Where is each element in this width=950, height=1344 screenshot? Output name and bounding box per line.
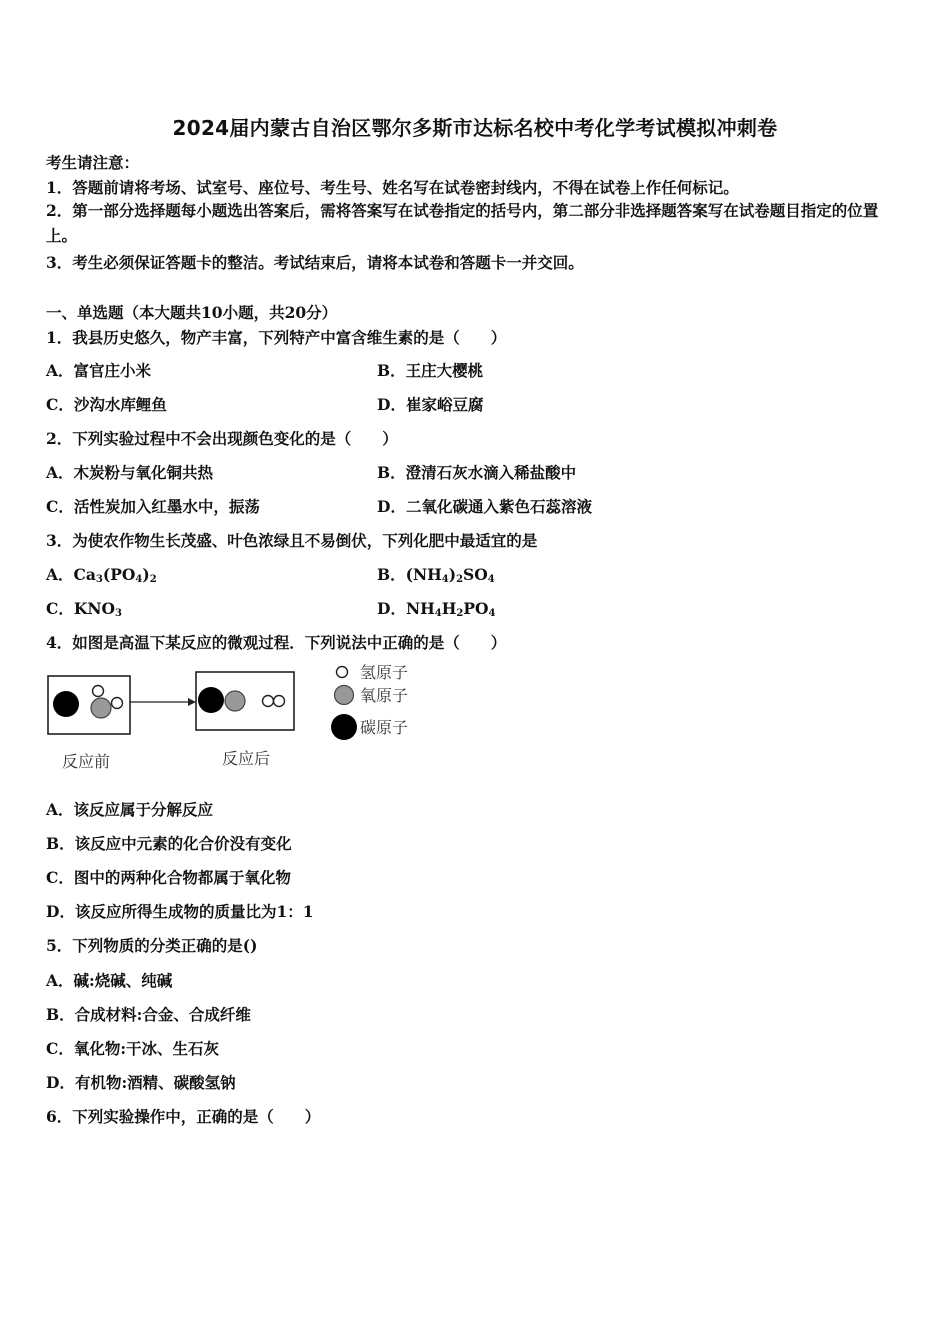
exam-title: 2024届内蒙古自治区鄂尔多斯市达标名校中考化学考试模拟冲刺卷 <box>172 116 778 140</box>
legend-oxygen-label: 氧原子 <box>360 686 409 705</box>
hydrogen-atom <box>263 696 274 707</box>
carbon-atom <box>198 687 224 713</box>
q3-option-b: B．$(NH_4)_2SO_4$ <box>377 565 495 585</box>
oxygen-atom <box>225 691 245 711</box>
q2-option-c: C．活性炭加入红墨水中，振荡 <box>46 497 260 516</box>
q6-stem: 6．下列实验操作中，正确的是（ ） <box>46 1107 321 1126</box>
q4-option-b: B．该反应中元素的化合价没有变化 <box>46 834 292 853</box>
q5-option-b: B．合成材料:合金、合成纤维 <box>46 1005 251 1024</box>
q5-option-a: A．碱:烧碱、纯碱 <box>46 971 173 990</box>
q3-stem: 3．为使农作物生长茂盛、叶色浓绿且不易倒伏，下列化肥中最适宜的是 <box>46 531 538 550</box>
q2-stem: 2．下列实验过程中不会出现颜色变化的是（ ） <box>46 429 398 448</box>
legend-carbon-label: 碳原子 <box>360 718 409 737</box>
q2-option-a: A．木炭粉与氧化铜共热 <box>46 463 214 482</box>
q4-stem: 4．如图是高温下某反应的微观过程．下列说法中正确的是（ ） <box>46 633 507 652</box>
notice-item-3: 3．考生必须保证答题卡的整洁。考试结束后，请将本试卷和答题卡一并交回。 <box>46 253 584 272</box>
legend-carbon-icon <box>331 714 357 740</box>
q4-option-d: D．该反应所得生成物的质量比为1：1 <box>46 902 314 921</box>
q3-option-d: D．$NH_4H_2PO_4$ <box>377 599 496 619</box>
q2-option-b: B．澄清石灰水滴入稀盐酸中 <box>377 463 577 482</box>
q3-option-c: C．$KNO_3$ <box>46 599 122 619</box>
notice-item-1: 1．答题前请将考场、试室号、座位号、考生号、姓名写在试卷密封线内，不得在试卷上作任何标记。 <box>46 178 739 197</box>
after-label: 反应后 <box>222 749 271 768</box>
q5-option-c: C．氧化物:干冰、生石灰 <box>46 1039 220 1058</box>
q1-option-a: A．富官庄小米 <box>46 361 152 380</box>
q1-stem: 1．我县历史悠久，物产丰富，下列特产中富含维生素的是（ ） <box>46 328 507 347</box>
q1-option-c: C．沙沟水库鲤鱼 <box>46 395 167 414</box>
notice-heading: 考生请注意： <box>46 153 140 172</box>
carbon-atom <box>53 691 79 717</box>
oxygen-atom <box>91 698 111 718</box>
notice-item-2: 2．第一部分选择题每小题选出答案后，需将答案写在试卷指定的括号内，第二部分非选择题答案写在试卷题目指定的位置上。 <box>46 201 879 245</box>
arrow-head-icon <box>188 698 196 706</box>
hydrogen-atom <box>112 698 123 709</box>
legend-hydrogen-label: 氢原子 <box>360 663 409 682</box>
q5-stem: 5．下列物质的分类正确的是() <box>46 936 258 955</box>
q1-option-b: B．王庄大樱桃 <box>377 361 484 380</box>
q1-option-d: D．崔家峪豆腐 <box>377 395 484 414</box>
q3-option-a: A．$Ca_3(PO_4)_2$ <box>46 565 157 585</box>
hydrogen-atom <box>93 686 104 697</box>
q2-option-d: D．二氧化碳通入紫色石蕊溶液 <box>377 497 592 516</box>
q4-option-c: C．图中的两种化合物都属于氧化物 <box>46 868 291 887</box>
hydrogen-atom <box>274 696 285 707</box>
legend-oxygen-icon <box>335 686 354 705</box>
reaction-diagram <box>46 660 416 772</box>
q4-option-a: A．该反应属于分解反应 <box>46 800 214 819</box>
section-heading: 一、单选题（本大题共10小题，共20分） <box>46 303 338 322</box>
q5-option-d: D．有机物:酒精、碳酸氢钠 <box>46 1073 236 1092</box>
legend-hydrogen-icon <box>337 667 348 678</box>
before-label: 反应前 <box>62 752 111 771</box>
